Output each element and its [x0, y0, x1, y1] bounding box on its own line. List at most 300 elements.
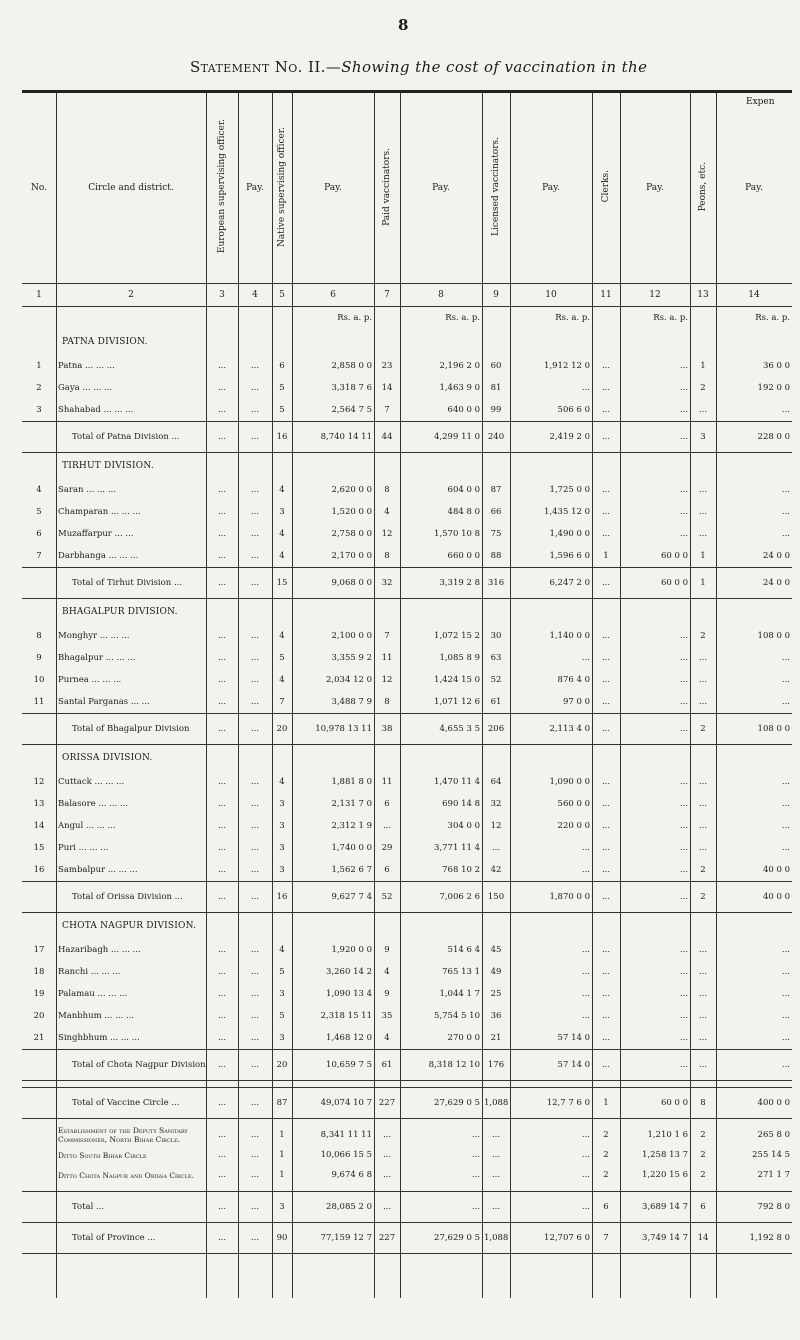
table-cell: 2 — [700, 1170, 706, 1180]
table-cell: Angul ... ... ... — [58, 821, 116, 831]
table-cell: 9 — [384, 989, 390, 999]
table-cell: 24 0 0 — [762, 551, 790, 561]
table-cell: Sambalpur ... ... ... — [58, 865, 138, 875]
col-divider — [592, 93, 593, 1298]
table-cell: 6 — [36, 529, 42, 539]
table-cell: 11 — [381, 777, 393, 787]
currency-cell: Rs. a. p. — [337, 313, 372, 323]
table-cell: Purnea ... ... ... — [58, 675, 122, 685]
table-cell: ... — [217, 529, 227, 539]
table-cell: 44 — [374, 422, 400, 453]
table-cell: 1 — [700, 361, 706, 371]
table-cell: 1,468 12 0 — [326, 1033, 372, 1043]
table-cell: ... — [601, 675, 611, 685]
column-number: 9 — [482, 284, 510, 307]
table-cell: 16 — [272, 882, 292, 913]
table-cell: ... — [250, 967, 260, 977]
table-cell: 1,596 6 0 — [549, 551, 590, 561]
table-cell: 66 — [490, 507, 502, 517]
table-cell: Total ... — [56, 1192, 206, 1223]
table-cell: 23 — [381, 361, 393, 371]
table-cell: ... — [217, 361, 227, 371]
table-cell: 27,629 0 5 — [400, 1223, 482, 1254]
col-divider — [292, 93, 293, 1298]
table-cell: 7,006 2 6 — [400, 882, 482, 913]
table-cell: 19 — [33, 989, 45, 999]
table-cell: 32 — [374, 568, 400, 599]
table-cell: 97 0 0 — [562, 697, 590, 707]
table-cell: ... — [698, 405, 708, 415]
table-cell: ... — [601, 697, 611, 707]
table-cell: ... — [781, 697, 790, 707]
table-cell: 7 — [279, 697, 285, 707]
table-cell: 8 — [690, 1088, 716, 1119]
table-cell: ... — [250, 1130, 260, 1140]
table-cell: ... — [601, 1033, 611, 1043]
table-cell: ... — [250, 697, 260, 707]
table-cell: 1,520 0 0 — [331, 507, 372, 517]
table-cell: ... — [382, 1150, 392, 1160]
table-cell: 4 — [279, 777, 285, 787]
col-divider — [620, 93, 621, 1298]
table-cell: 8 — [384, 551, 390, 561]
table-cell: 1,090 0 0 — [549, 777, 590, 787]
col-divider — [716, 93, 717, 1298]
table-cell: 42 — [490, 865, 502, 875]
table-cell: 5 — [36, 507, 42, 517]
table-cell: 60 0 0 — [620, 1088, 690, 1119]
table-cell: 560 0 0 — [557, 799, 590, 809]
table-cell: 5,754 5 10 — [434, 1011, 480, 1021]
table-cell: ... — [601, 865, 611, 875]
table-cell: 40 0 0 — [716, 882, 792, 913]
heading-prefix: Statement No. II.— — [190, 58, 342, 76]
table-cell: 5 — [279, 653, 285, 663]
table-cell: ... — [698, 967, 708, 977]
table-cell: 690 14 8 — [442, 799, 480, 809]
table-cell: ... — [679, 405, 688, 415]
table-cell: ... — [238, 882, 272, 913]
table-cell: 176 — [482, 1050, 510, 1081]
table-cell: ... — [238, 1192, 272, 1223]
table-cell: 1,258 13 7 — [642, 1150, 688, 1160]
table-cell: 1,562 6 7 — [331, 865, 372, 875]
table-cell: 60 — [490, 361, 502, 371]
table-cell: ... — [601, 799, 611, 809]
table-cell: ... — [250, 361, 260, 371]
table-cell: ... — [217, 967, 227, 977]
table-cell: ... — [781, 507, 790, 517]
table-cell: Bhagalpur ... ... ... — [58, 653, 136, 663]
table-cell: Darbhanga ... ... ... — [58, 551, 139, 561]
table-cell: 1,740 0 0 — [331, 843, 372, 853]
table-cell: 2,170 0 0 — [331, 551, 372, 561]
table-cell: ... — [781, 1033, 790, 1043]
table-cell: 4 — [279, 945, 285, 955]
table-cell: 5 — [279, 405, 285, 415]
column-number: 1 — [22, 284, 56, 307]
table-cell: ... — [698, 675, 708, 685]
table-cell: 3,689 14 7 — [620, 1192, 690, 1223]
table-cell: 1,570 10 8 — [434, 529, 480, 539]
table-cell: ... — [679, 675, 688, 685]
table-cell: 11 — [381, 653, 393, 663]
native-officer-label: Native supervising officer. — [277, 126, 287, 247]
table-cell: ... — [250, 1033, 260, 1043]
table-cell: ... — [206, 1192, 238, 1223]
table-cell: Cuttack ... ... ... — [58, 777, 125, 787]
table-cell: 12 — [381, 529, 393, 539]
table-cell: ... — [601, 361, 611, 371]
table-cell: 90 — [272, 1223, 292, 1254]
table-cell: ... — [781, 945, 790, 955]
table-cell: 20 — [272, 714, 292, 745]
table-cell: Hazaribagh ... ... ... — [58, 945, 141, 955]
table-cell: 15 — [272, 568, 292, 599]
table-cell: ... — [698, 799, 708, 809]
table-cell: ... — [679, 383, 688, 393]
table-cell: ... — [698, 529, 708, 539]
table-cell: 10,066 15 5 — [320, 1150, 372, 1160]
table-cell: ... — [217, 1150, 227, 1160]
table-cell: 63 — [490, 653, 502, 663]
table-cell: ... — [250, 865, 260, 875]
table-cell: 9,627 7 4 — [292, 882, 374, 913]
table-cell: ... — [698, 989, 708, 999]
table-cell: ... — [217, 675, 227, 685]
table-cell: 3 — [36, 405, 42, 415]
table-cell: ... — [250, 777, 260, 787]
table-cell: ... — [491, 843, 501, 853]
table-cell: 400 0 0 — [716, 1088, 792, 1119]
table-cell: 2 — [603, 1150, 609, 1160]
table-cell: ... — [581, 967, 590, 977]
currency-cell: Rs. a. p. — [445, 313, 480, 323]
table-cell: 3,488 7 9 — [331, 697, 372, 707]
table-cell: ... — [781, 675, 790, 685]
table-cell: ... — [238, 1088, 272, 1119]
table-cell: 3 — [279, 989, 285, 999]
table-cell: 2,312 1 9 — [331, 821, 372, 831]
page-number: 8 — [398, 16, 409, 34]
col-divider — [238, 93, 239, 1298]
table-cell: 3 — [279, 507, 285, 517]
table-cell: ... — [217, 777, 227, 787]
table-cell: ... — [217, 507, 227, 517]
table-cell: ... — [250, 675, 260, 685]
table-cell: 1,725 0 0 — [549, 485, 590, 495]
table-cell: ... — [601, 383, 611, 393]
column-number: 13 — [690, 284, 716, 307]
statement-heading — [190, 58, 647, 76]
table-cell: 1,424 15 0 — [434, 675, 480, 685]
table-cell: 506 6 0 — [557, 405, 590, 415]
table-cell: ... — [471, 1130, 480, 1140]
header-pay-6: Pay. — [745, 183, 763, 193]
table-cell: 6 — [279, 361, 285, 371]
table-cell: 1,490 0 0 — [549, 529, 590, 539]
table-cell: 61 — [374, 1050, 400, 1081]
table-cell: Total of Vaccine Circle ... — [56, 1088, 206, 1119]
table-cell: 32 — [490, 799, 502, 809]
table-cell: ... — [581, 1011, 590, 1021]
table-cell: ... — [206, 1050, 238, 1081]
table-cell: 2 — [690, 882, 716, 913]
table-cell: 1,044 1 7 — [439, 989, 480, 999]
table-cell: 192 0 0 — [757, 383, 790, 393]
table-cell: ... — [217, 405, 227, 415]
table-cell: 10 — [33, 675, 45, 685]
table-cell: 4,299 11 0 — [400, 422, 482, 453]
table-cell: ... — [601, 507, 611, 517]
table-cell: 75 — [490, 529, 502, 539]
table-cell: 1,435 12 0 — [544, 507, 590, 517]
table-cell: ... — [698, 1033, 708, 1043]
table-cell: 1,085 8 9 — [439, 653, 480, 663]
table-cell: ... — [217, 945, 227, 955]
table-cell: ... — [217, 551, 227, 561]
table-cell: ... — [679, 799, 688, 809]
table-cell: ... — [581, 1130, 590, 1140]
table-cell: ... — [781, 529, 790, 539]
table-cell: Puri ... ... ... — [58, 843, 109, 853]
table-cell: ... — [250, 507, 260, 517]
column-number: 4 — [238, 284, 272, 307]
table-cell: ... — [592, 714, 620, 745]
table-cell: Total of Orissa Division ... — [56, 882, 206, 913]
table-cell: ... — [206, 714, 238, 745]
currency-cell: Rs. a. p. — [555, 313, 590, 323]
table-cell: 25 — [490, 989, 502, 999]
table-cell: 6,247 2 0 — [510, 568, 592, 599]
clerks-label: Clerks. — [601, 170, 611, 203]
table-cell: ... — [679, 361, 688, 371]
table-cell: 7 — [592, 1223, 620, 1254]
table-cell: 36 0 0 — [762, 361, 790, 371]
table-cell: 2 — [603, 1170, 609, 1180]
table-cell: 88 — [490, 551, 502, 561]
header-pay-5: Pay. — [646, 183, 664, 193]
table-cell: 6 — [592, 1192, 620, 1223]
table-cell: 29 — [381, 843, 393, 853]
table-cell: ... — [592, 882, 620, 913]
table-cell: 64 — [490, 777, 502, 787]
table-cell: ... — [491, 1130, 501, 1140]
table-cell: 255 14 5 — [752, 1150, 790, 1160]
table-cell: 220 0 0 — [557, 821, 590, 831]
table-cell: Muzaffarpur ... ... — [58, 529, 134, 539]
table-cell: 2,419 2 0 — [510, 422, 592, 453]
table-cell: ... — [581, 865, 590, 875]
table-cell: ... — [250, 843, 260, 853]
table-cell: ... — [217, 989, 227, 999]
table-cell: ... — [250, 1170, 260, 1180]
table-cell: 304 0 0 — [447, 821, 480, 831]
table-cell: 16 — [272, 422, 292, 453]
table-cell: 2,620 0 0 — [331, 485, 372, 495]
table-cell: ... — [679, 1011, 688, 1021]
table-cell: 12,7 7 6 0 — [510, 1088, 592, 1119]
table-cell: 4 — [279, 485, 285, 495]
table-cell: 108 0 0 — [757, 631, 790, 641]
table-cell: 1,220 15 6 — [642, 1170, 688, 1180]
table-cell: 49,074 10 7 — [292, 1088, 374, 1119]
table-cell: ... — [679, 967, 688, 977]
table-cell: 2,758 0 0 — [331, 529, 372, 539]
col-divider — [272, 93, 273, 1298]
table-cell: ... — [250, 653, 260, 663]
table-cell: ... — [679, 653, 688, 663]
table-cell: ... — [781, 653, 790, 663]
table-cell: Total of Chota Nagpur Division — [56, 1050, 206, 1081]
table-cell: 87 — [490, 485, 502, 495]
table-cell: 1 — [690, 568, 716, 599]
table-cell: 9,068 0 0 — [292, 568, 374, 599]
table-cell: 7 — [384, 405, 390, 415]
table-cell: 1 — [279, 1130, 285, 1140]
table-cell: 1,090 13 4 — [326, 989, 372, 999]
table-cell: ... — [601, 989, 611, 999]
table-cell: 484 8 0 — [447, 507, 480, 517]
col-divider — [374, 93, 375, 1298]
table-cell: ... — [679, 843, 688, 853]
table-cell: 38 — [374, 714, 400, 745]
table-cell: ... — [217, 631, 227, 641]
table-cell: 1 — [279, 1150, 285, 1160]
table-cell: ... — [510, 1192, 592, 1223]
table-cell: 15 — [33, 843, 45, 853]
table-cell: 18 — [33, 967, 45, 977]
table-cell: Balasore ... ... ... — [58, 799, 129, 809]
table-cell: 660 0 0 — [447, 551, 480, 561]
table-cell: ... — [679, 631, 688, 641]
col-divider — [510, 93, 511, 1298]
table-cell: 14 — [33, 821, 45, 831]
table-cell: ... — [471, 1150, 480, 1160]
table-cell: 2 — [690, 714, 716, 745]
table-cell: 3,355 9 2 — [331, 653, 372, 663]
table-cell: ... — [698, 821, 708, 831]
table-cell: ... — [217, 865, 227, 875]
table-cell: 14 — [381, 383, 393, 393]
table-cell: ... — [679, 1033, 688, 1043]
table-cell: ... — [581, 653, 590, 663]
table-cell: ... — [250, 1150, 260, 1160]
table-cell: 4 — [279, 675, 285, 685]
table-cell: 640 0 0 — [447, 405, 480, 415]
table-cell: 5 — [279, 383, 285, 393]
currency-cell: Rs. a. p. — [755, 313, 790, 323]
table-cell: ... — [601, 967, 611, 977]
paid-vaccinators-label: Paid vaccinators. — [382, 147, 392, 226]
table-cell: 6 — [384, 799, 390, 809]
col-divider — [206, 93, 207, 1298]
table-cell: ... — [601, 653, 611, 663]
table-cell: ... — [217, 1130, 227, 1140]
table-cell: 271 1 7 — [757, 1170, 790, 1180]
table-cell: 2 — [700, 865, 706, 875]
table-cell: ... — [679, 485, 688, 495]
table-cell: ... — [679, 865, 688, 875]
column-number: 3 — [206, 284, 238, 307]
table-cell: ... — [217, 821, 227, 831]
table-cell: 14 — [690, 1223, 716, 1254]
table-cell: ... — [679, 989, 688, 999]
table-cell: ... — [206, 882, 238, 913]
table-cell: 3 — [279, 799, 285, 809]
table-cell: 10,978 13 11 — [292, 714, 374, 745]
table-cell: ... — [238, 568, 272, 599]
col-divider — [400, 93, 401, 1298]
table-cell: ... — [698, 843, 708, 853]
table-cell: 4 — [279, 631, 285, 641]
table-cell: 150 — [482, 882, 510, 913]
table-cell: ... — [698, 777, 708, 787]
table-cell: 3 — [272, 1192, 292, 1223]
table-cell: ... — [217, 653, 227, 663]
table-cell: 57 14 0 — [557, 1033, 590, 1043]
table-cell: 3,318 7 6 — [331, 383, 372, 393]
table-cell: 77,159 12 7 — [292, 1223, 374, 1254]
table-cell: ... — [217, 1170, 227, 1180]
table-cell: ... — [206, 1223, 238, 1254]
table-cell: 2 — [36, 383, 42, 393]
table-cell: 7 — [36, 551, 42, 561]
table-cell: Saran ... ... ... — [58, 485, 116, 495]
table-cell: 12,707 6 0 — [510, 1223, 592, 1254]
table-cell: ... — [471, 1170, 480, 1180]
table-cell: 12 — [381, 675, 393, 685]
column-number: 10 — [510, 284, 592, 307]
table-cell: 4 — [36, 485, 42, 495]
table-cell: 1,192 8 0 — [716, 1223, 792, 1254]
table-cell: 1,881 8 0 — [331, 777, 372, 787]
col-divider — [56, 93, 57, 1298]
col-divider — [690, 93, 691, 1298]
table-cell: ... — [400, 1192, 482, 1223]
table-cell: 2 — [700, 631, 706, 641]
table-cell: ... — [250, 551, 260, 561]
division-title: ORISSA DIVISION. — [62, 753, 153, 763]
table-cell: 27,629 0 5 — [400, 1088, 482, 1119]
table-cell: ... — [491, 1150, 501, 1160]
table-cell: ... — [781, 485, 790, 495]
table-cell: 9 — [384, 945, 390, 955]
table-cell: ... — [601, 843, 611, 853]
table-cell: ... — [581, 945, 590, 955]
table-cell: 3,260 14 2 — [326, 967, 372, 977]
table-cell: 60 0 0 — [620, 568, 690, 599]
table-cell: ... — [698, 697, 708, 707]
table-cell: Monghyr ... ... ... — [58, 631, 130, 641]
table-cell: 3 — [279, 865, 285, 875]
table-cell: 16 — [33, 865, 45, 875]
table-cell: ... — [250, 631, 260, 641]
table-cell: 765 13 1 — [442, 967, 480, 977]
table-cell: 12 — [33, 777, 45, 787]
table-cell: 52 — [374, 882, 400, 913]
table-cell: ... — [601, 631, 611, 641]
table-cell: 9,674 6 8 — [331, 1170, 372, 1180]
table-cell: 2 — [603, 1130, 609, 1140]
table-cell: 35 — [381, 1011, 393, 1021]
table-cell: 876 4 0 — [557, 675, 590, 685]
table-cell: Gaya ... ... ... — [58, 383, 113, 393]
table-cell: ... — [679, 821, 688, 831]
table-cell: ... — [250, 821, 260, 831]
table-cell: ... — [250, 529, 260, 539]
table-cell: ... — [679, 945, 688, 955]
